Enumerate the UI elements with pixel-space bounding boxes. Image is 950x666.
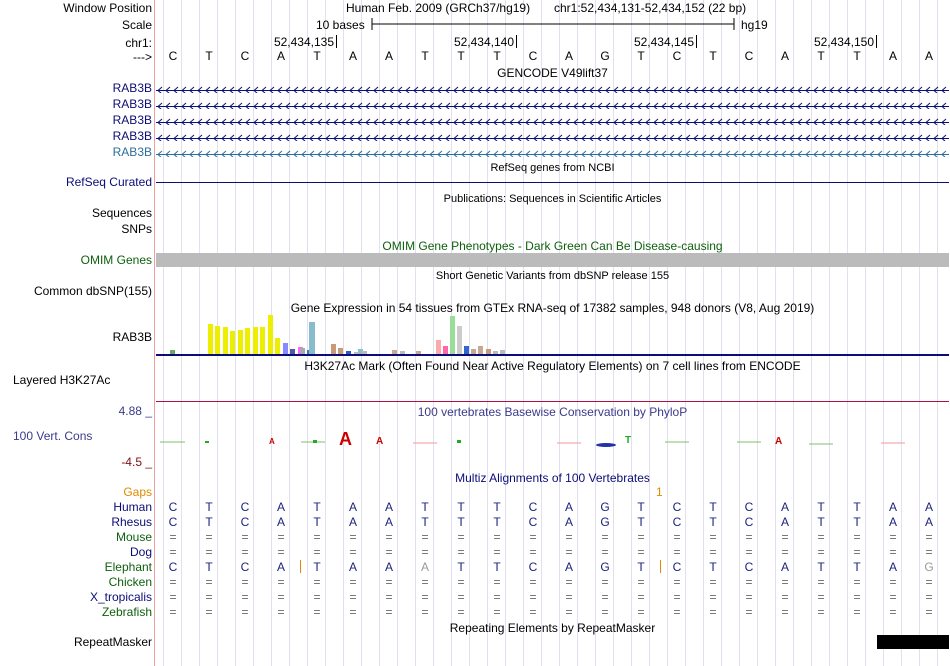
alignment-base: = xyxy=(817,545,825,559)
gtex-baseline xyxy=(156,354,949,356)
alignment-base: = xyxy=(277,530,285,544)
ruler-tick-mark xyxy=(336,35,337,48)
reference-base[interactable]: A xyxy=(564,49,573,63)
reference-base[interactable]: T xyxy=(205,49,213,63)
phylop-min-label: -4.5 _ xyxy=(121,455,152,469)
reference-base[interactable]: T xyxy=(853,49,861,63)
svg-text:A: A xyxy=(339,429,352,449)
reference-base[interactable]: T xyxy=(493,49,501,63)
reference-base[interactable]: C xyxy=(240,49,250,63)
reference-base[interactable]: A xyxy=(888,49,897,63)
alignment-base: = xyxy=(709,590,717,604)
alignment-base: A xyxy=(384,500,393,514)
alignment-base: = xyxy=(277,605,285,619)
alignment-base: = xyxy=(673,575,681,589)
gtex-bar[interactable] xyxy=(331,344,336,354)
ruler-tick-label: 52,434,145 xyxy=(633,35,694,49)
alignment-base: = xyxy=(853,545,861,559)
alignment-base: A xyxy=(564,560,573,574)
alignment-base: A xyxy=(888,500,897,514)
alignment-base: = xyxy=(709,575,717,589)
omim-title[interactable]: OMIM Gene Phenotypes - Dark Green Can Be Disease-causing xyxy=(382,239,723,253)
alignment-base: C xyxy=(672,500,682,514)
alignment-base: = xyxy=(313,530,321,544)
alignment-base: A xyxy=(924,515,933,529)
alignment-base: = xyxy=(889,530,897,544)
alignment-base: = xyxy=(277,545,285,559)
alignment-base: G xyxy=(924,560,934,574)
alignment-base: G xyxy=(600,515,610,529)
gtex-bar[interactable] xyxy=(443,346,448,354)
phylop-logo[interactable] xyxy=(155,428,950,450)
gaps-label: Gaps xyxy=(123,485,152,499)
alignment-base: T xyxy=(853,560,861,574)
alignment-base: = xyxy=(529,575,537,589)
alignment-base: T xyxy=(853,515,861,529)
gencode-gene-label[interactable]: RAB3B xyxy=(112,81,152,95)
species-label[interactable]: Chicken xyxy=(108,575,152,589)
alignment-base: = xyxy=(817,575,825,589)
alignment-base: = xyxy=(709,545,717,559)
alignment-base: = xyxy=(349,530,357,544)
alignment-base: = xyxy=(925,575,933,589)
alignment-base: = xyxy=(925,530,933,544)
repeatmasker-block[interactable] xyxy=(877,635,949,649)
refseq-title[interactable]: RefSeq genes from NCBI xyxy=(490,162,615,174)
alignment-base: T xyxy=(421,500,429,514)
alignment-base: A xyxy=(780,560,789,574)
gtex-bar[interactable] xyxy=(215,326,220,354)
alignment-base: T xyxy=(637,515,645,529)
alignment-base: A xyxy=(276,515,285,529)
svg-text:A: A xyxy=(376,436,384,447)
position-text[interactable]: chr1:52,434,131-52,434,152 (22 bp) xyxy=(554,1,747,15)
reference-base[interactable]: T xyxy=(421,49,429,63)
alignment-base: = xyxy=(889,575,897,589)
alignment-base: = xyxy=(349,545,357,559)
reference-base[interactable]: T xyxy=(637,49,645,63)
alignment-base: = xyxy=(601,605,609,619)
alignment-base: = xyxy=(493,545,501,559)
alignment-base: = xyxy=(313,575,321,589)
alignment-base: A xyxy=(384,515,393,529)
alignment-base: = xyxy=(853,590,861,604)
gtex-bar[interactable] xyxy=(450,316,455,354)
alignment-base: A xyxy=(564,500,573,514)
reference-base[interactable]: T xyxy=(457,49,465,63)
alignment-base: = xyxy=(313,590,321,604)
alignment-base: = xyxy=(169,545,177,559)
alignment-base: = xyxy=(457,590,465,604)
elephant-gap-mark-1 xyxy=(300,560,301,573)
alignment-base: C xyxy=(168,500,178,514)
alignment-base: C xyxy=(240,560,250,574)
gtex-bar[interactable] xyxy=(245,328,250,354)
alignment-base: = xyxy=(781,605,789,619)
alignment-base: G xyxy=(600,560,610,574)
alignment-base: = xyxy=(925,590,933,604)
gtex-bar[interactable] xyxy=(208,324,213,354)
scale-bar xyxy=(370,16,736,32)
strand-label[interactable]: ---> xyxy=(133,50,152,64)
alignment-base: A xyxy=(780,515,789,529)
alignment-base: = xyxy=(781,575,789,589)
h3k27ac-title[interactable]: H3K27Ac Mark (Often Found Near Active Regulatory Elements) on 7 cell lines from ENCODE xyxy=(304,359,801,373)
scale-label: Scale xyxy=(121,18,152,32)
alignment-base: C xyxy=(744,560,754,574)
alignment-base: = xyxy=(529,590,537,604)
alignment-base: A xyxy=(276,500,285,514)
alignment-base: = xyxy=(205,575,213,589)
species-label[interactable]: X_tropicalis xyxy=(89,590,152,604)
alignment-base: C xyxy=(240,515,250,529)
alignment-base: = xyxy=(601,575,609,589)
alignment-base: = xyxy=(889,545,897,559)
alignment-base: = xyxy=(457,605,465,619)
alignment-base: = xyxy=(421,545,429,559)
reference-base[interactable]: A xyxy=(924,49,933,63)
alignment-base: T xyxy=(205,515,213,529)
alignment-base: = xyxy=(673,530,681,544)
transcript-arrows[interactable] xyxy=(156,134,949,141)
gtex-bar-chart[interactable] xyxy=(156,315,949,354)
alignment-base: C xyxy=(528,560,538,574)
alignment-base: = xyxy=(385,575,393,589)
alignment-base: T xyxy=(853,500,861,514)
alignment-base: = xyxy=(745,530,753,544)
alignment-base: = xyxy=(673,545,681,559)
alignment-base: = xyxy=(925,605,933,619)
alignment-base: = xyxy=(889,605,897,619)
alignment-base: T xyxy=(493,515,501,529)
assembly-text: Human Feb. 2009 (GRCh37/hg19) xyxy=(346,1,531,15)
alignment-base: T xyxy=(637,500,645,514)
transcript-arrows[interactable] xyxy=(156,86,949,93)
alignment-base: = xyxy=(565,590,573,604)
gencode-gene-label[interactable]: RAB3B xyxy=(112,113,152,127)
alignment-base: = xyxy=(277,590,285,604)
alignment-base: = xyxy=(637,590,645,604)
publications-label[interactable]: Sequences xyxy=(91,206,152,220)
h3k27ac-baseline xyxy=(156,401,949,402)
gencode-transcript[interactable] xyxy=(156,84,949,93)
ruler-tick-label: 52,434,150 xyxy=(813,35,874,49)
species-label[interactable]: Zebrafish xyxy=(101,605,152,619)
reference-base[interactable]: C xyxy=(744,49,754,63)
refseq-line[interactable] xyxy=(156,182,949,183)
alignment-base: = xyxy=(169,605,177,619)
gencode-transcript[interactable] xyxy=(156,116,949,125)
gaps-value: 1 xyxy=(656,485,663,499)
gencode-transcript[interactable] xyxy=(156,148,949,157)
alignment-base: = xyxy=(817,530,825,544)
alignment-base: = xyxy=(241,590,249,604)
gtex-bar[interactable] xyxy=(253,327,258,354)
gtex-bar[interactable] xyxy=(260,327,265,354)
alignment-base: = xyxy=(493,530,501,544)
alignment-base: = xyxy=(817,605,825,619)
phylop-title[interactable]: 100 vertebrates Basewise Conservation by PhyloP xyxy=(417,405,688,419)
alignment-base: C xyxy=(528,515,538,529)
alignment-base: = xyxy=(349,575,357,589)
alignment-base: = xyxy=(313,605,321,619)
alignment-base: = xyxy=(385,530,393,544)
dbsnp-title[interactable]: Short Genetic Variants from dbSNP release 155 xyxy=(435,270,670,282)
alignment-base: = xyxy=(169,590,177,604)
gtex-bar[interactable] xyxy=(283,343,288,354)
gtex-bar[interactable] xyxy=(223,327,228,354)
alignment-base: T xyxy=(637,560,645,574)
alignment-base: A xyxy=(276,560,285,574)
alignment-base: A xyxy=(924,500,933,514)
alignment-base: = xyxy=(889,590,897,604)
alignment-base: = xyxy=(205,605,213,619)
alignment-base: = xyxy=(241,575,249,589)
gtex-label[interactable]: RAB3B xyxy=(112,330,152,344)
alignment-base: = xyxy=(277,575,285,589)
alignment-base: = xyxy=(493,605,501,619)
alignment-base: = xyxy=(637,545,645,559)
refseq-label[interactable]: RefSeq Curated xyxy=(65,175,152,189)
gencode-transcript[interactable] xyxy=(156,100,949,109)
alignment-base: T xyxy=(493,560,501,574)
alignment-base: = xyxy=(745,575,753,589)
gtex-bar[interactable] xyxy=(464,346,469,354)
scale-db: hg19 xyxy=(741,18,768,32)
ruler-tick-label: 52,434,140 xyxy=(453,35,514,49)
alignment-base: = xyxy=(853,530,861,544)
alignment-base: C xyxy=(168,515,178,529)
gtex-bar[interactable] xyxy=(268,315,273,354)
alignment-base: = xyxy=(349,590,357,604)
alignment-base: = xyxy=(853,575,861,589)
alignment-base: = xyxy=(421,590,429,604)
alignment-base: C xyxy=(672,515,682,529)
alignment-base: = xyxy=(205,545,213,559)
transcript-arrows[interactable] xyxy=(156,118,949,125)
transcript-arrows[interactable] xyxy=(156,102,949,109)
transcript-arrows[interactable] xyxy=(156,150,949,157)
gtex-title[interactable]: Gene Expression in 54 tissues from GTEx RNA-seq of 17382 samples, 948 donors (V8, Aug 2019) xyxy=(290,301,815,315)
alignment-base: = xyxy=(745,545,753,559)
alignment-base: = xyxy=(601,545,609,559)
reference-base[interactable]: A xyxy=(348,49,357,63)
alignment-base: = xyxy=(781,590,789,604)
ruler-tick-mark xyxy=(696,35,697,48)
ruler-tick-label: 52,434,135 xyxy=(273,35,334,49)
alignment-base: = xyxy=(313,545,321,559)
species-label[interactable]: Rhesus xyxy=(111,515,152,529)
alignment-base: = xyxy=(529,605,537,619)
alignment-base: T xyxy=(817,500,825,514)
alignment-base: = xyxy=(565,605,573,619)
gencode-title[interactable]: GENCODE V49lift37 xyxy=(497,66,608,80)
alignment-base: = xyxy=(637,605,645,619)
alignment-base: C xyxy=(672,560,682,574)
alignment-base: = xyxy=(637,575,645,589)
alignment-base: = xyxy=(241,530,249,544)
gtex-bar[interactable] xyxy=(230,331,235,354)
alignment-base: A xyxy=(348,515,357,529)
alignment-base: = xyxy=(493,575,501,589)
alignment-base: = xyxy=(421,575,429,589)
alignment-base: T xyxy=(457,560,465,574)
scale-text: 10 bases xyxy=(316,18,365,32)
alignment-base: T xyxy=(457,515,465,529)
phylop-max-label: 4.88 _ xyxy=(118,404,152,418)
alignment-base: = xyxy=(205,590,213,604)
gencode-transcript[interactable] xyxy=(156,132,949,141)
alignment-base: T xyxy=(709,515,717,529)
reference-base[interactable]: C xyxy=(672,49,682,63)
reference-base[interactable]: T xyxy=(709,49,717,63)
alignment-base: = xyxy=(781,530,789,544)
track-label-panel xyxy=(0,0,154,666)
alignment-base: = xyxy=(241,605,249,619)
omim-label[interactable]: OMIM Genes xyxy=(80,253,152,267)
alignment-base: = xyxy=(601,530,609,544)
ruler-tick-mark xyxy=(876,35,877,48)
gtex-bar[interactable] xyxy=(436,340,441,354)
alignment-base: = xyxy=(457,545,465,559)
alignment-base: T xyxy=(817,515,825,529)
alignment-base: = xyxy=(817,590,825,604)
alignment-base: = xyxy=(745,605,753,619)
snps-label[interactable]: SNPs xyxy=(121,222,152,236)
alignment-base: T xyxy=(421,515,429,529)
gtex-bar[interactable] xyxy=(275,338,280,354)
alignment-base: = xyxy=(421,530,429,544)
gencode-gene-label[interactable]: RAB3B xyxy=(112,145,152,159)
alignment-base: T xyxy=(817,560,825,574)
alignment-base: = xyxy=(709,530,717,544)
h3k27ac-label[interactable]: Layered H3K27Ac xyxy=(13,373,111,387)
alignment-base: T xyxy=(205,560,213,574)
alignment-base: = xyxy=(529,545,537,559)
alignment-base: = xyxy=(781,545,789,559)
alignment-base: = xyxy=(565,575,573,589)
gtex-bar[interactable] xyxy=(478,346,483,354)
alignment-base: = xyxy=(457,575,465,589)
gtex-bar[interactable] xyxy=(457,326,462,354)
alignment-base: A xyxy=(564,515,573,529)
species-label[interactable]: Elephant xyxy=(104,560,152,574)
reference-base[interactable]: A xyxy=(780,49,789,63)
alignment-base: C xyxy=(744,515,754,529)
alignment-base: = xyxy=(457,530,465,544)
reference-base[interactable]: C xyxy=(168,49,178,63)
species-label[interactable]: Dog xyxy=(129,545,152,559)
alignment-base: T xyxy=(709,500,717,514)
gtex-bar[interactable] xyxy=(238,330,243,354)
species-label[interactable]: Human xyxy=(113,500,152,514)
gencode-gene-label[interactable]: RAB3B xyxy=(112,129,152,143)
alignment-base: = xyxy=(601,590,609,604)
publications-title[interactable]: Publications: Sequences in Scientific Articles xyxy=(443,193,662,205)
alignment-base: = xyxy=(385,605,393,619)
repeatmasker-label[interactable]: RepeatMasker xyxy=(73,635,152,649)
alignment-base: = xyxy=(169,530,177,544)
alignment-base: G xyxy=(600,500,610,514)
alignment-base: = xyxy=(349,605,357,619)
alignment-base: T xyxy=(313,500,321,514)
alignment-base: A xyxy=(780,500,789,514)
species-label[interactable]: Mouse xyxy=(115,530,152,544)
reference-base[interactable]: T xyxy=(817,49,825,63)
omim-bar[interactable] xyxy=(156,253,949,267)
reference-base[interactable]: G xyxy=(600,49,610,63)
repeatmasker-title[interactable]: Repeating Elements by RepeatMasker xyxy=(449,621,656,635)
alignment-base: = xyxy=(709,605,717,619)
multiz-title[interactable]: Multiz Alignments of 100 Vertebrates xyxy=(455,471,650,485)
alignment-base: C xyxy=(528,500,538,514)
alignment-base: A xyxy=(384,560,393,574)
reference-base[interactable]: A xyxy=(384,49,393,63)
gtex-bar[interactable] xyxy=(309,322,315,354)
phylop-label[interactable]: 100 Vert. Cons xyxy=(13,429,93,443)
alignment-base: = xyxy=(385,545,393,559)
alignment-base: = xyxy=(673,590,681,604)
ruler-tick-mark xyxy=(516,35,517,48)
alignment-base: T xyxy=(709,560,717,574)
alignment-base: T xyxy=(457,500,465,514)
alignment-base: = xyxy=(529,530,537,544)
svg-text:T: T xyxy=(625,435,632,446)
alignment-base: = xyxy=(925,545,933,559)
alignment-base: C xyxy=(168,560,178,574)
alignment-base: = xyxy=(493,590,501,604)
alignment-base: = xyxy=(421,605,429,619)
alignment-base: A xyxy=(348,500,357,514)
alignment-base: T xyxy=(313,560,321,574)
window-position-label: Window Position xyxy=(63,1,152,15)
dbsnp-label[interactable]: Common dbSNP(155) xyxy=(33,284,152,298)
alignment-base: T xyxy=(313,515,321,529)
alignment-base: = xyxy=(637,530,645,544)
alignment-base: T xyxy=(493,500,501,514)
alignment-base: = xyxy=(205,530,213,544)
alignment-base: A xyxy=(888,515,897,529)
gencode-gene-label[interactable]: RAB3B xyxy=(112,97,152,111)
svg-text:A: A xyxy=(775,436,783,447)
alignment-base: A xyxy=(420,560,429,574)
alignment-base: C xyxy=(744,500,754,514)
reference-base[interactable]: A xyxy=(276,49,285,63)
reference-base[interactable]: T xyxy=(313,49,321,63)
svg-text:A: A xyxy=(269,437,275,446)
alignment-base: C xyxy=(240,500,250,514)
alignment-base: T xyxy=(205,500,213,514)
alignment-base: = xyxy=(385,590,393,604)
alignment-base: A xyxy=(888,560,897,574)
alignment-base: = xyxy=(853,605,861,619)
alignment-base: = xyxy=(241,545,249,559)
alignment-base: = xyxy=(745,590,753,604)
elephant-gap-mark-2 xyxy=(660,560,661,573)
alignment-base: = xyxy=(565,545,573,559)
reference-base[interactable]: C xyxy=(528,49,538,63)
alignment-base: = xyxy=(565,530,573,544)
alignment-base: = xyxy=(673,605,681,619)
alignment-base: A xyxy=(348,560,357,574)
alignment-base: = xyxy=(169,575,177,589)
chrom-label: chr1: xyxy=(125,36,152,50)
